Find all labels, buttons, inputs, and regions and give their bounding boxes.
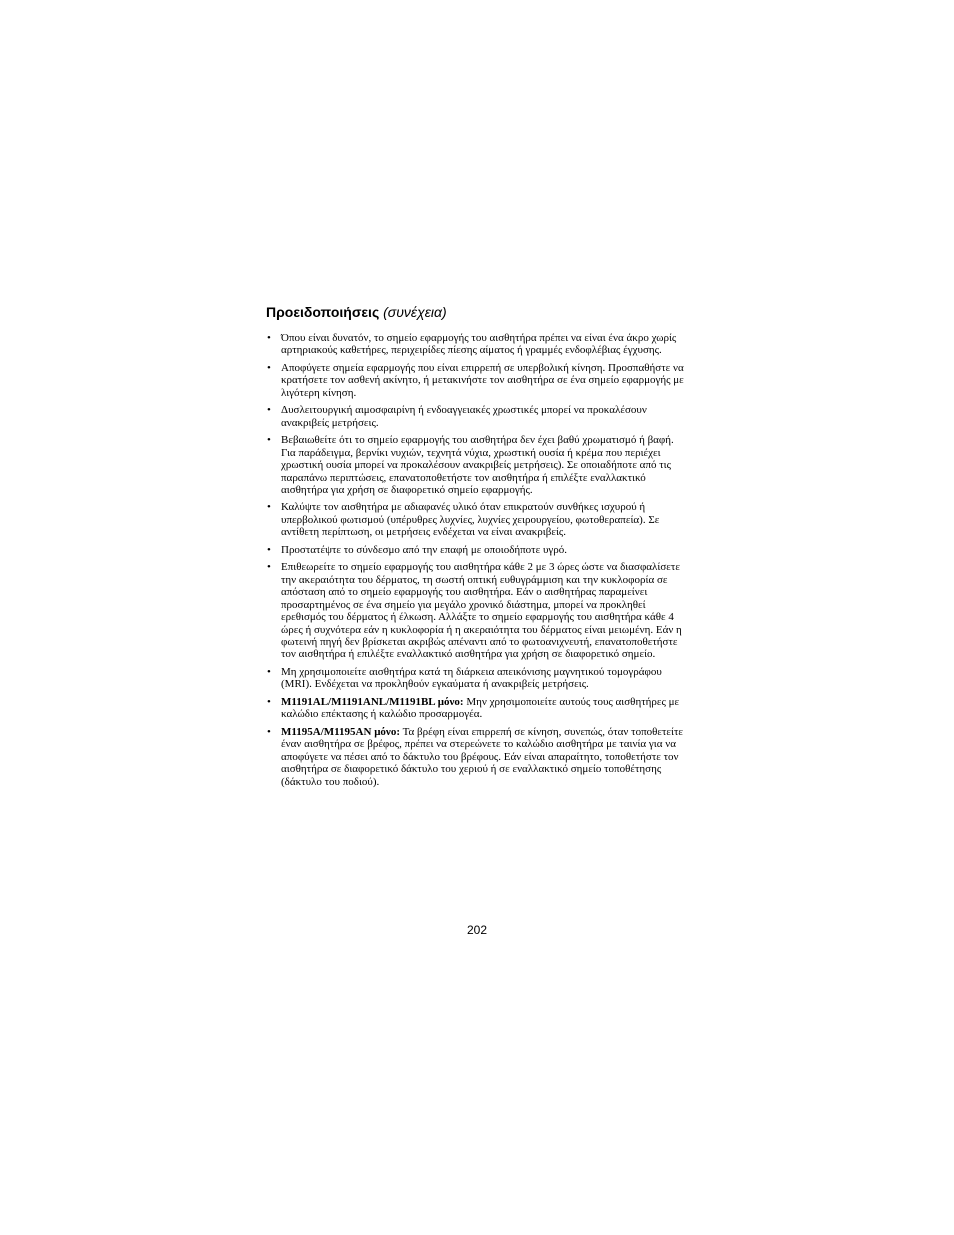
warning-item (266, 434, 690, 496)
warning-text: Επιθεωρείτε το σημείο εφαρμογής του αισθητήρα κάθε 2 με 3 ώρες ώστε να διασφαλίσετε την ακεραιότητα του δέρματος, τη σωστή οπτική ευθυγράμμιση και την κυκλοφορία σε απόσταση από το σημείο εφαρμογής του αισθητήρα. Εάν ο αισθητήρας παραμείνει προσαρτημένος σε ένα σημείο για μεγάλο χρονικό διάστημα, μπορεί να προκληθεί ερεθισμός του δέρματος ή έλκωση. Αλλάξτε το σημείο εφαρμογής του αισθητήρα κάθε 4 ώρες ή συχνότερα εάν η κυκλοφορία ή η ακεραιότητα του δέρματος είναι μειωμένη. Εάν η φωτεινή πηγή δεν βρίσκεται ακριβώς απέναντι από το φωτοανιχνευτή, επανατοποθετήστε τον αισθητήρα ή επιλέξτε εναλλακτικό αισθητήρα για χρήση σε διαφορετικό σημείο. (281, 561, 682, 661)
warning-item (266, 726, 690, 788)
bullet-icon: • (267, 665, 271, 678)
warning-lead: M1195A/M1195AN μόνο: (281, 725, 401, 738)
warning-item (266, 362, 690, 399)
warning-text: Τα βρέφη είναι επιρρεπή σε κίνηση, συνεπώς, όταν τοποθετείτε έναν αισθητήρα σε βρέφος, πρέπει να στερεώνετε το καλώδιο αισθητήρα με ταινία για να αποφύγετε να πέσει από το δάκτυλο του βρέφους. Εάν είναι απαραίτητο, τοποθετήστε τον αισθητήρα σε διαφορετικό δάκτυλο του χεριού ή σε εναλλακτικό σημείο τοποθέτησης (δάκτυλο του ποδιού). (281, 725, 684, 788)
bullet-icon: • (267, 725, 271, 738)
heading-title: Προειδοποιήσεις (266, 304, 380, 320)
bullet-icon: • (267, 501, 271, 514)
warning-item (266, 561, 690, 661)
warning-text: Αποφύγετε σημεία εφαρμογής που είναι επιρρεπή σε υπερβολική κίνηση. Προσπαθήστε να κρατήσετε τον ασθενή ακίνητο, ή μετακινήστε τον αισθητήρα σε ένα σημείο εφαρμογής με λιγότερη κίνηση. (281, 361, 684, 399)
warning-text: Όπου είναι δυνατόν, το σημείο εφαρμογής του αισθητήρα πρέπει να είναι ένα άκρο χωρίς αρτηριακούς καθετήρες, περιχειρίδες πίεσης αίματος ή γραμμές ενδοφλέβιας έγχυσης. (281, 332, 677, 357)
warning-text: Μην χρησιμοποιείτε αυτούς τους αισθητήρες με καλώδιο επέκτασης ή καλώδιο προσαρμογέα. (281, 695, 680, 721)
warning-item (266, 666, 690, 691)
warning-item (266, 332, 690, 357)
bullet-icon: • (267, 332, 271, 344)
warning-list (266, 332, 690, 788)
warning-item (266, 544, 690, 556)
warnings-section (266, 303, 690, 793)
warning-item (266, 404, 690, 429)
warning-text: Δυσλειτουργική αιμοσφαιρίνη ή ενδοαγγειακές χρωστικές μπορεί να προκαλέσουν ανακριβείς μετρήσεις. (281, 404, 647, 429)
bullet-icon: • (267, 695, 271, 708)
warning-text: Προστατέψτε το σύνδεσμο από την επαφή με οποιοδήποτε υγρό. (281, 543, 568, 556)
section-heading (266, 303, 690, 321)
bullet-icon: • (267, 404, 271, 417)
bullet-icon: • (267, 543, 271, 556)
bullet-icon: • (267, 561, 271, 574)
page-number: 202 (466, 923, 488, 937)
warning-lead: M1191AL/M1191ANL/M1191BL μόνο: (281, 695, 464, 708)
heading-continued: (συνέχεια) (383, 304, 447, 320)
bullet-icon: • (267, 434, 271, 447)
warning-text: Μη χρησιμοποιείτε αισθητήρα κατά τη διάρκεια απεικόνισης μαγνητικού τομογράφου (MRI). Ενδέχεται να προκληθούν εγκαύματα ή ανακριβείς μετρήσεις. (281, 665, 662, 691)
warning-item (266, 696, 690, 721)
bullet-icon: • (267, 361, 271, 374)
warning-item (266, 501, 690, 538)
warning-text: Βεβαιωθείτε ότι το σημείο εφαρμογής του αισθητήρα δεν έχει βαθύ χρωματισμό ή βαφή. Για παράδειγμα, βερνίκι νυχιών, τεχνητά νύχια, χρωστική ουσία ή κρέμα που περιέχει χρωστική ουσία μπορεί να προκαλέσουν ανακριβείς μετρήσεις). Σε οποιαδήποτε από τις παραπάνω περιπτώσεις, επανατοποθετήστε τον αισθητήρα ή επιλέξτε εναλλακτικό αισθητήρα για χρήση σε διαφορετικό σημείο εφαρμογής. (281, 434, 674, 496)
warning-text: Καλύψτε τον αισθητήρα με αδιαφανές υλικό όταν επικρατούν συνθήκες ισχυρού ή υπερβολικού φωτισμού (υπέρυθρες λυχνίες, λυχνίες χειρουργείου, φωτοθεραπεία). Σε αντίθετη περίπτωση, οι μετρήσεις ενδέχεται να είναι ανακριβείς. (281, 501, 660, 539)
